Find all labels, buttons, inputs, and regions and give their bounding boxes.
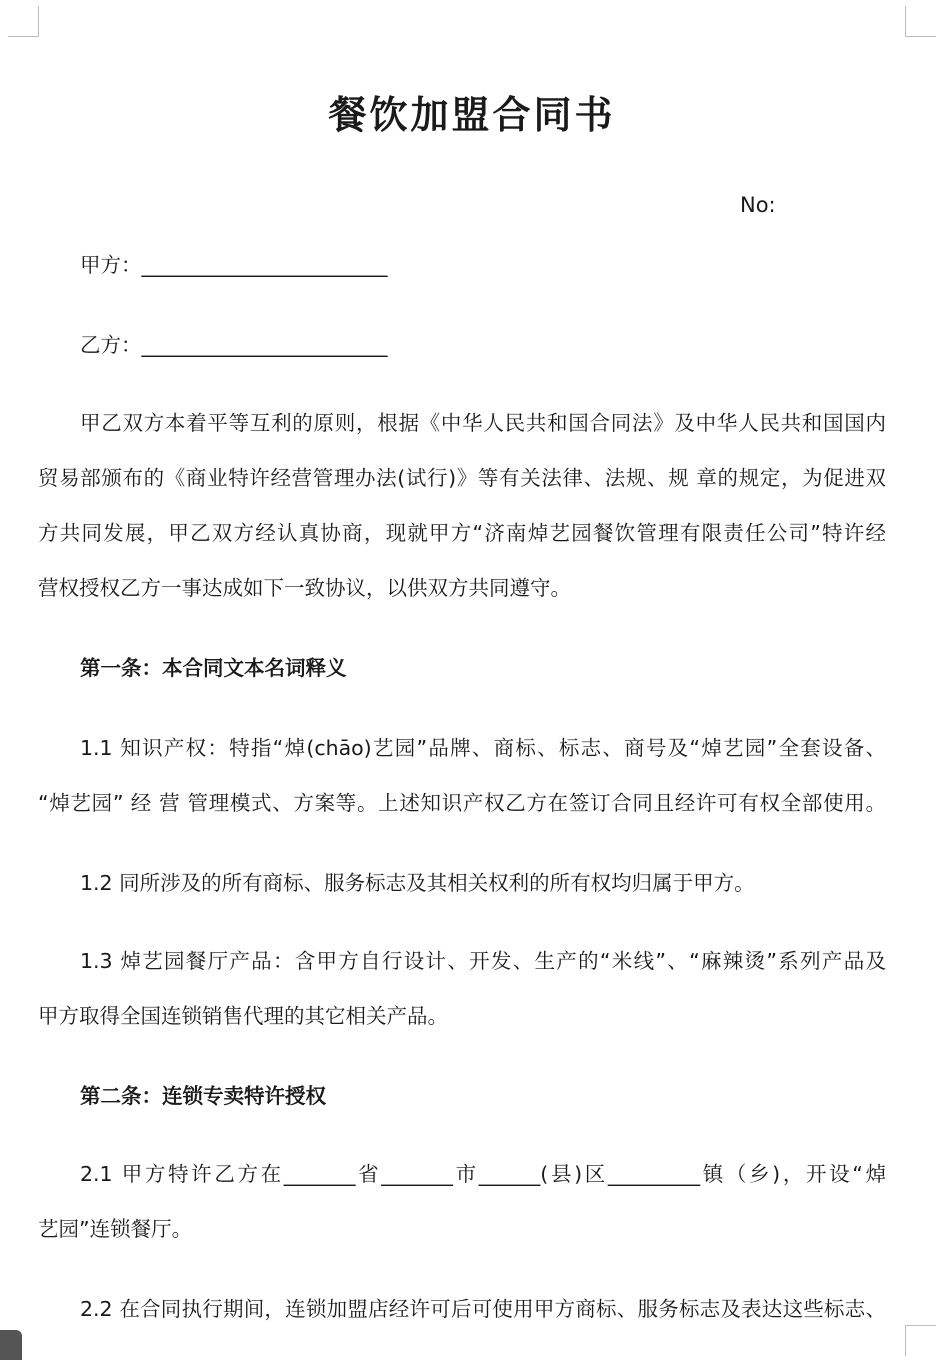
clause-line: 艺园”连锁餐厅。 — [38, 1217, 193, 1241]
clause-line: 1.1 知识产权：特指“焯(chāo)艺园”品牌、商标、标志、商号及“焯艺园”全套设备、 — [80, 736, 886, 760]
page-corner-mark — [905, 1325, 936, 1356]
preamble-line: 贸易部颁布的《商业特许经营管理办法(试行)》等有关法律、法规、规 章的规定，为促进双 — [38, 466, 886, 490]
document-title: 餐饮加盟合同书 — [328, 93, 616, 137]
page-corner-mark — [8, 6, 39, 37]
party-b-line: 乙方：________________________ — [80, 333, 388, 357]
clause-line: 1.2 同所涉及的所有商标、服务标志及其相关权利的所有权均归属于甲方。 — [80, 871, 755, 895]
clause-line: 2.1 甲方特许乙方在_______省_______市______(县)区_________镇（乡)，开设“焯 — [80, 1162, 886, 1186]
scroll-handle[interactable] — [0, 1330, 22, 1360]
clause-line: 1.3 焯艺园餐厅产品：含甲方自行设计、开发、生产的“米线”、“麻辣烫”系列产品及 — [80, 949, 886, 973]
clause-line: 2.2 在合同执行期间，连锁加盟店经许可后可使用甲方商标、服务标志及表达这些标志、 — [80, 1297, 886, 1321]
preamble-line: 甲乙双方本着平等互利的原则，根据《中华人民共和国合同法》及中华人民共和国国内 — [80, 411, 886, 435]
preamble-line: 方共同发展，甲乙双方经认真协商，现就甲方“济南焯艺园餐饮管理有限责任公司”特许经 — [38, 521, 886, 545]
page-corner-mark — [905, 6, 936, 37]
party-a-line: 甲方：________________________ — [80, 253, 388, 277]
article-heading: 第一条：本合同文本名词释义 — [80, 656, 347, 680]
clause-line: “焯艺园” 经 营 管理模式、方案等。上述知识产权乙方在签订合同且经许可有权全部使用。 — [38, 791, 886, 815]
clause-line: 甲方取得全国连锁销售代理的其它相关产品。 — [38, 1004, 448, 1028]
article-heading: 第二条：连锁专卖特许授权 — [80, 1084, 326, 1108]
preamble-line: 营权授权乙方一事达成如下一致协议，以供双方共同遵守。 — [38, 576, 571, 600]
contract-number-label: No: — [740, 193, 776, 217]
